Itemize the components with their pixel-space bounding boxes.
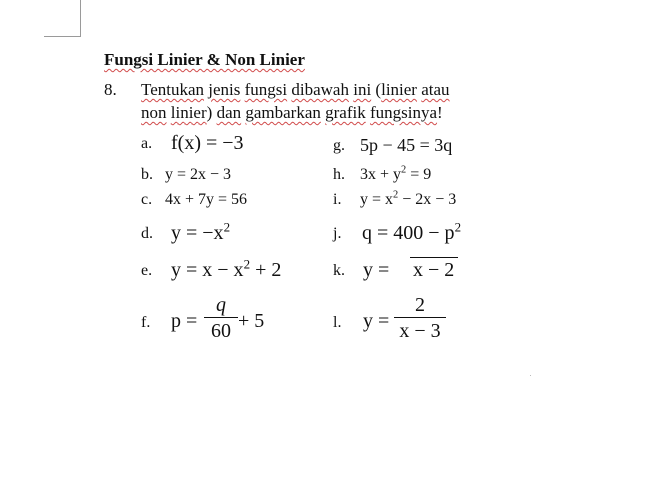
instruction-line-2: non linier) dan gambarkan grafik fungsinya!	[141, 103, 443, 122]
word: ini	[353, 80, 372, 99]
radicand: x − 2	[413, 259, 455, 281]
item-label: g.	[333, 137, 345, 154]
equation: $3x + y^2 = 9$	[360, 164, 432, 183]
heading: Fungsi Linier & Non Linier	[104, 50, 305, 69]
word: gambarkan	[245, 103, 321, 122]
equation: $y = x^2 - 2x - 3$	[360, 189, 457, 208]
denominator: x − 3	[399, 320, 441, 342]
question-number: 8.	[104, 80, 117, 99]
word: fungsi	[244, 80, 288, 99]
equation: $q = 400 - p^2$	[362, 219, 462, 244]
scan-speck	[530, 375, 531, 376]
word: atau	[421, 80, 450, 99]
equation: 5p − 45 = 3q	[360, 135, 453, 155]
item-label: b.	[141, 166, 153, 183]
word: dibawah	[291, 80, 349, 99]
word: dan	[216, 103, 242, 122]
word: linier	[170, 103, 207, 122]
word: linier	[381, 80, 417, 99]
equation-tail: + 5	[238, 310, 265, 332]
fraction	[394, 294, 446, 342]
equation: y = 2x − 3	[165, 166, 232, 183]
denominator: 60	[211, 320, 231, 342]
item-label: h.	[333, 166, 345, 183]
word: grafik	[325, 103, 366, 122]
radical-bar	[410, 257, 458, 258]
item-label: i.	[333, 191, 342, 208]
item-label: c.	[141, 191, 153, 208]
numerator: 2	[394, 294, 446, 318]
equation-lhs: y =	[363, 259, 390, 281]
word: non	[141, 103, 167, 122]
equation-lhs: y =	[363, 310, 390, 332]
item-label: j.	[333, 225, 342, 242]
item-label: e.	[141, 262, 153, 279]
item-label: f.	[141, 314, 151, 331]
page-corner-margin-mark	[44, 0, 81, 37]
instruction-line-1: Tentukan jenis fungsi dibawah ini (linier atau	[141, 80, 450, 99]
item-label: l.	[333, 314, 342, 331]
equation: $y = -x^2$	[171, 219, 231, 244]
item-label: d.	[141, 225, 153, 242]
equation: $y = x - x^2 + 2$	[171, 256, 282, 281]
word: jenis	[208, 80, 241, 99]
item-label: a.	[141, 135, 153, 152]
numerator: q	[204, 294, 238, 318]
fraction	[204, 294, 238, 342]
equation-lhs: p =	[171, 310, 198, 332]
item-label: k.	[333, 262, 345, 279]
equation: f(x) = −3	[171, 132, 244, 154]
equation: 4x + 7y = 56	[165, 191, 248, 208]
word: Tentukan	[141, 80, 205, 99]
word: fungsinya	[369, 103, 438, 122]
